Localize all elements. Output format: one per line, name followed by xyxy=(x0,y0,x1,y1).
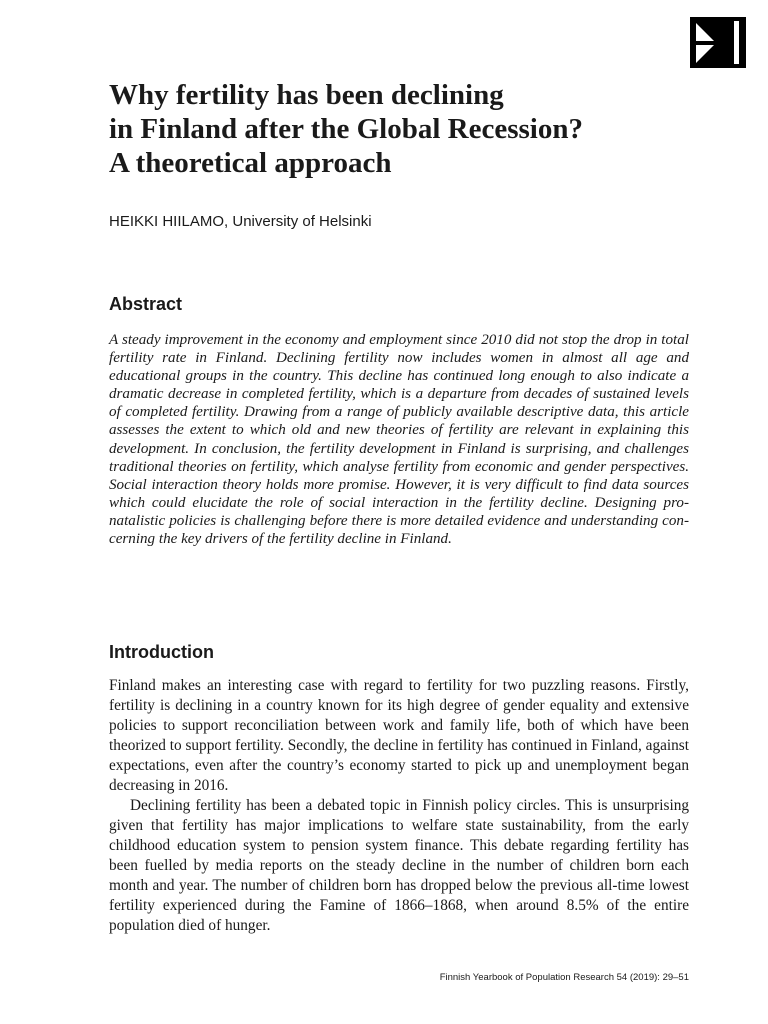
abstract-heading: Abstract xyxy=(109,294,183,314)
introduction-paragraph: Declining fertility has been a debated topic in Finnish policy circles. This is unsurprising given that fertility has major implications to welfare state sustainability, from the early childhood education system to pension system finance. This debate regarding fertility has been fuelled by media reports on the steady decline in the number of children born each month and year. The number of children born has dropped below the previous all-time lowest fertility experienced during the Famine of 1866–1868, when around 8.5% of the entire population died of hunger. xyxy=(109,797,689,934)
title-line: in Finland after the Global Recession? xyxy=(109,113,583,145)
abstract-text: A steady improvement in the economy and employment since 2010 did not stop the drop in total fertility rate in Finland. Declining fertility now includes women in almost all age and educational groups in the country. This decline has continued long enough to also indicate a dramatic decrease in completed fertility, which is a departure from decades of sustained levels of completed fertility. Drawing from a range of publicly available descriptive data, this article assesses the extent to which old and new theories of fertility are relevant in explaining this development. In conclusion, the fertility development in Finland is surprising, and challenges traditional theories on fertility, which analyse fertility from economic and gender perspectives. Social interaction theory holds more promise. However, it is very difficult to find data sources which could elucidate the role of social interaction in the fertility decline. Designing pro-natalistic policies is challenging before there is more detailed evidence and understanding concerning the key drivers of the fertility decline in Finland. xyxy=(109,332,689,548)
paper-title xyxy=(109,78,709,180)
author-line: HEIKKI HIILAMO, University of Helsinki xyxy=(109,213,372,230)
journal-logo-icon xyxy=(690,17,746,68)
page-footer-citation: Finnish Yearbook of Population Research 54 (2019): 29–51 xyxy=(439,972,689,983)
introduction-heading: Introduction xyxy=(109,642,214,662)
title-line: A theoretical approach xyxy=(109,147,392,179)
title-line: Why fertility has been declining xyxy=(109,79,504,111)
introduction-paragraph: Finland makes an interesting case with regard to fertility for two puzzling reasons. Firstly, fertility is declining in a country known for its high degree of gender equality and extensive policies to support reconciliation between work and family life, both of which have been theorized to support fertility. Secondly, the decline in fertility has continued in Finland, against expectations, even after the country’s economy started to pick up and unemployment began decreasing in 2016. xyxy=(109,677,690,794)
